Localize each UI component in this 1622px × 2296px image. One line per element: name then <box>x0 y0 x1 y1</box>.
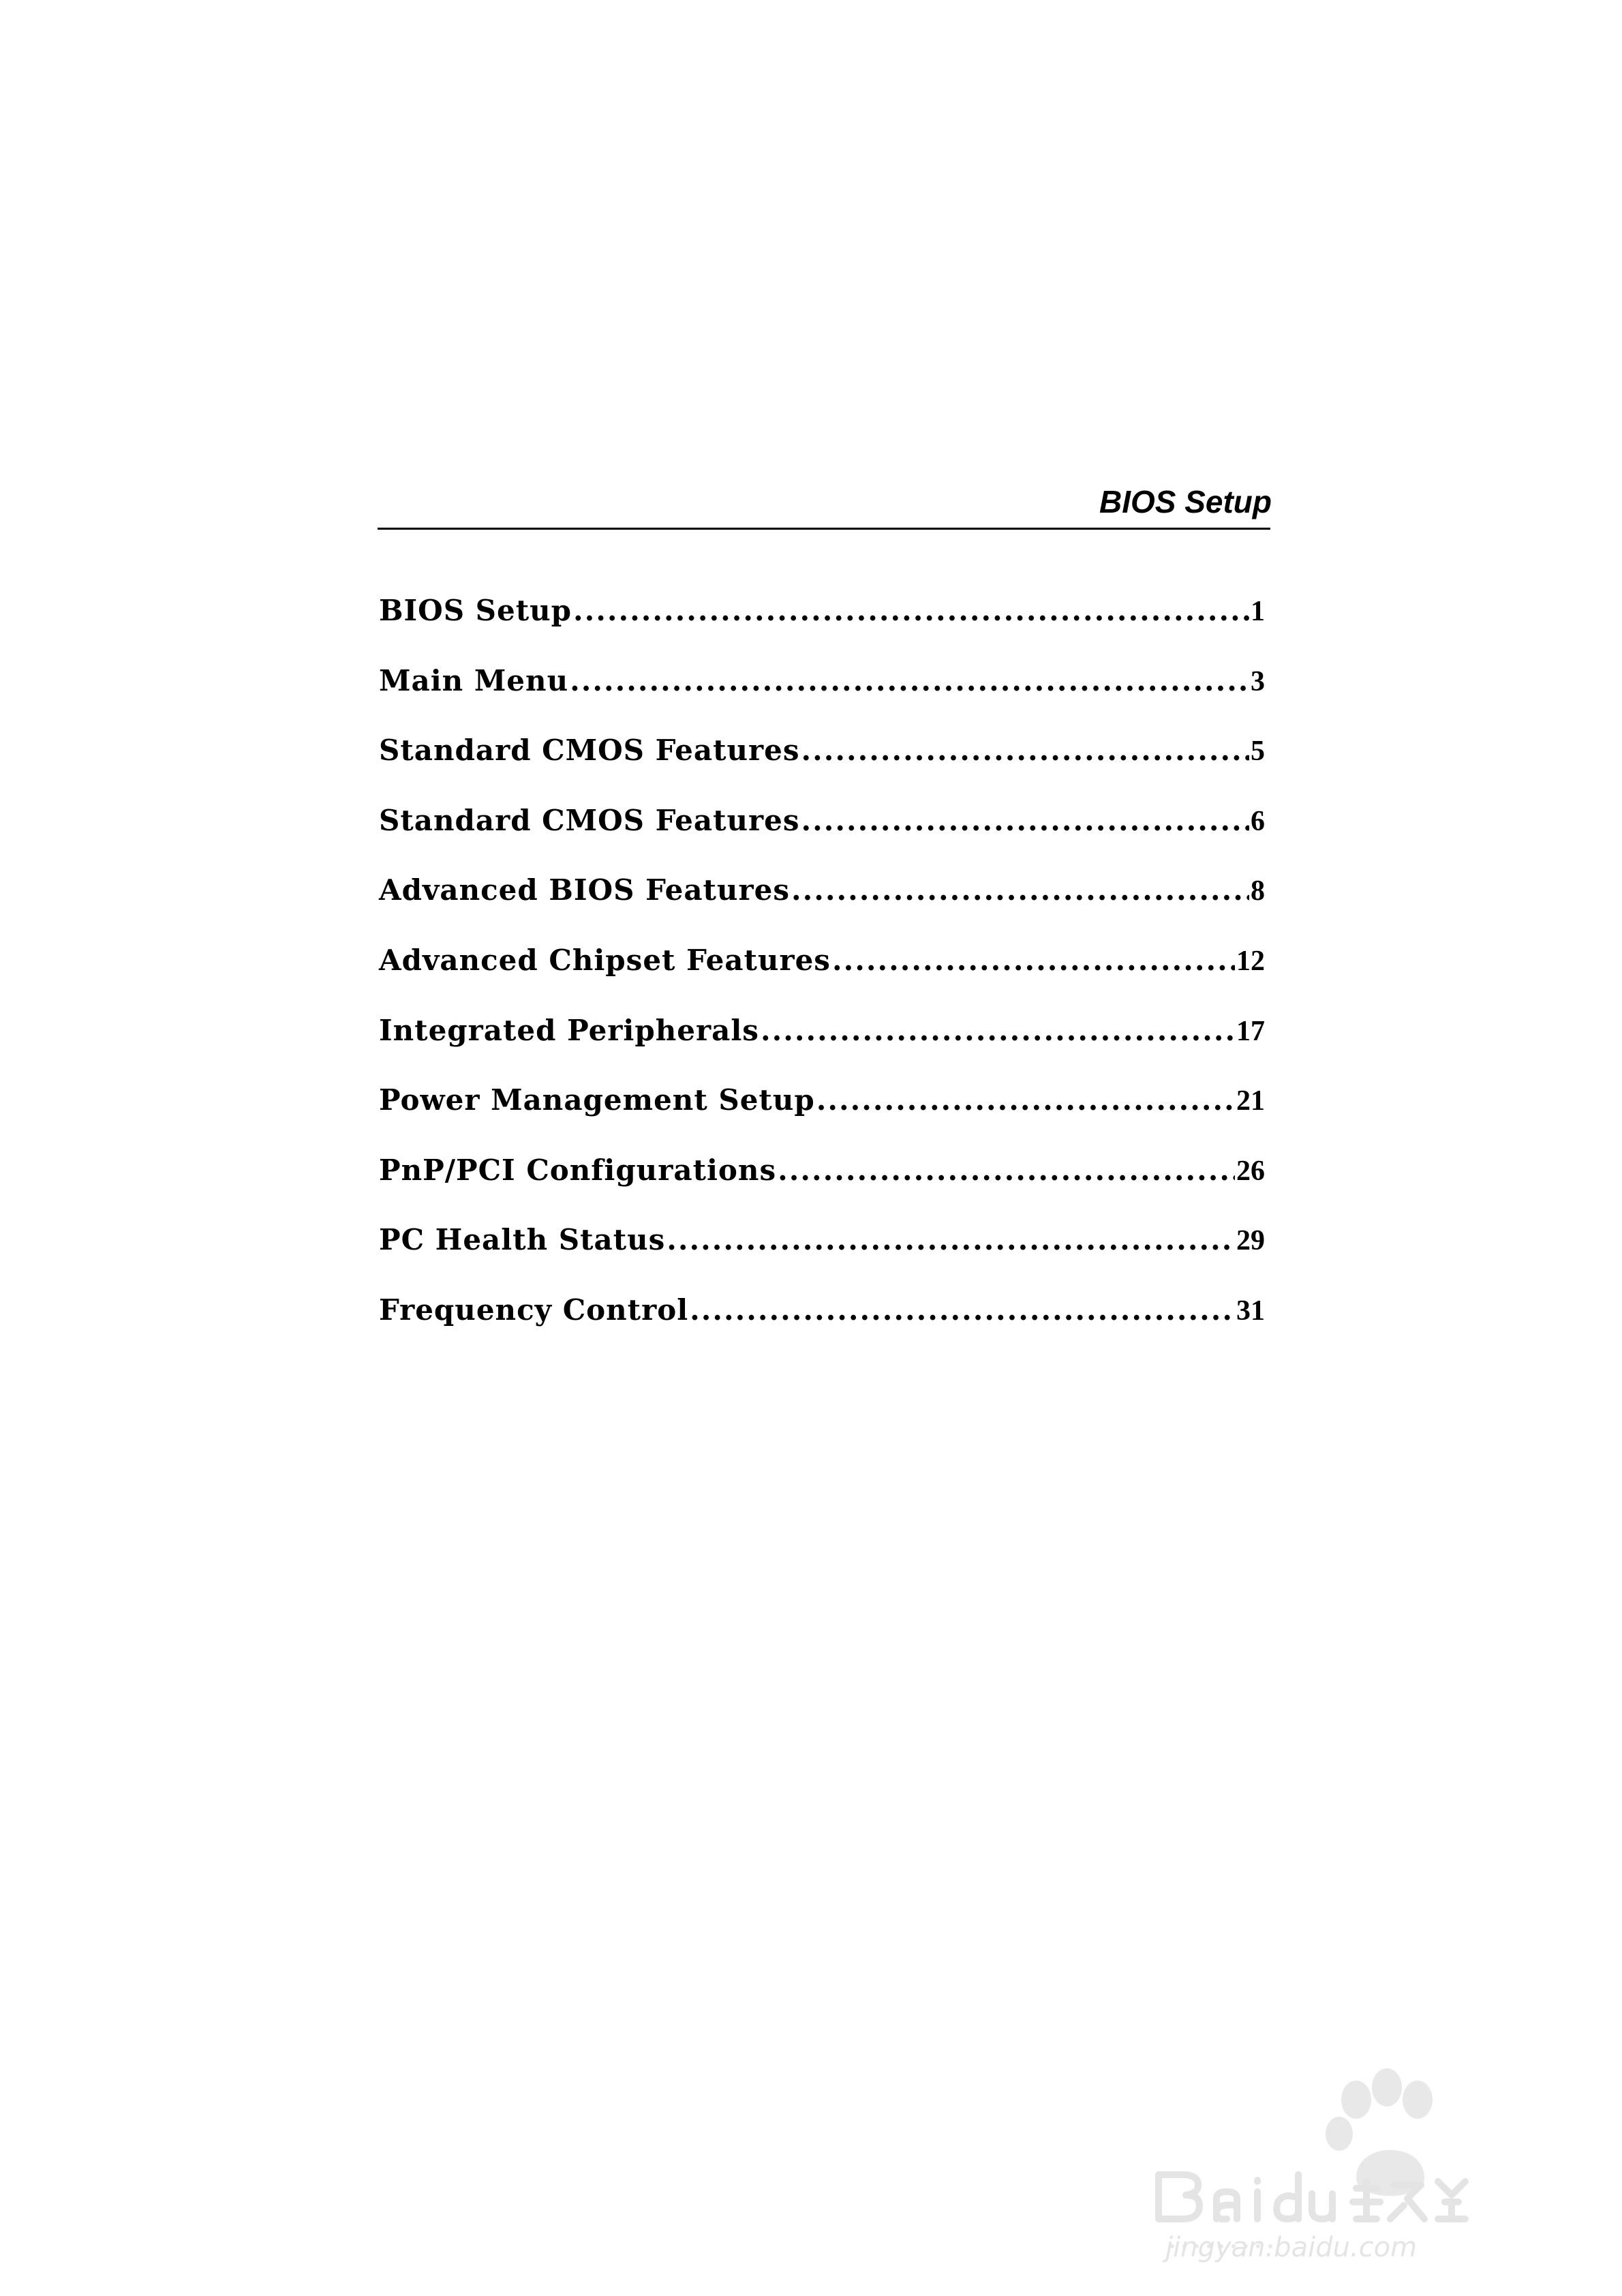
toc-dot-leader <box>667 1221 1235 1259</box>
watermark-url: jingyan.baidu.com <box>1165 2232 1418 2263</box>
toc-entry-title: Advanced BIOS Features <box>379 873 790 907</box>
toc-entry[interactable] <box>379 731 1265 802</box>
page-header-title: BIOS Setup <box>1099 484 1272 519</box>
table-of-contents <box>379 592 1265 1361</box>
toc-entry-title: Standard CMOS Features <box>379 734 800 768</box>
toc-dot-leader <box>791 871 1249 909</box>
toc-entry-title: Power Management Setup <box>379 1083 815 1117</box>
toc-dot-leader <box>573 592 1249 630</box>
toc-entry[interactable] <box>379 871 1265 941</box>
toc-dot-leader <box>778 1151 1235 1190</box>
toc-dot-leader <box>801 731 1249 770</box>
toc-entry-title: Frequency Control <box>379 1293 689 1327</box>
toc-entry[interactable] <box>379 1151 1265 1222</box>
header-rule <box>378 528 1270 530</box>
toc-entry-title: BIOS Setup <box>379 594 572 627</box>
toc-dot-leader <box>801 802 1249 840</box>
toc-dot-leader <box>816 1081 1235 1119</box>
toc-entry-page: 6 <box>1251 805 1265 837</box>
toc-entry[interactable] <box>379 941 1265 1012</box>
toc-entry-title: PC Health Status <box>379 1223 666 1257</box>
toc-entry-title: Integrated Peripherals <box>379 1013 759 1047</box>
toc-entry[interactable] <box>379 802 1265 872</box>
toc-entry-title: PnP/PCI Configurations <box>379 1153 777 1187</box>
toc-entry[interactable] <box>379 1221 1265 1291</box>
paw-icon <box>1326 2068 1433 2196</box>
toc-dot-leader <box>761 1012 1235 1050</box>
toc-dot-leader <box>570 662 1249 700</box>
toc-entry-title: Standard CMOS Features <box>379 803 800 837</box>
toc-entry-page: 3 <box>1251 665 1265 697</box>
toc-entry[interactable] <box>379 592 1265 662</box>
toc-entry-page: 21 <box>1236 1085 1265 1117</box>
toc-entry-title: Advanced Chipset Features <box>379 943 831 977</box>
toc-dot-leader <box>690 1291 1235 1329</box>
toc-dot-leader <box>832 941 1235 980</box>
toc-entry[interactable] <box>379 1291 1265 1361</box>
toc-entry-page: 17 <box>1236 1015 1265 1047</box>
toc-entry-page: 26 <box>1236 1155 1265 1187</box>
baidu-jingyan-watermark <box>1152 2059 1547 2263</box>
toc-entry-page: 8 <box>1251 875 1265 907</box>
toc-entry-page: 1 <box>1251 596 1265 627</box>
toc-entry-page: 31 <box>1236 1295 1265 1327</box>
toc-entry-title: Main Menu <box>379 663 569 697</box>
toc-entry-page: 29 <box>1236 1225 1265 1257</box>
toc-entry[interactable] <box>379 1012 1265 1082</box>
toc-entry-page: 12 <box>1236 945 1265 977</box>
toc-entry-page: 5 <box>1251 736 1265 768</box>
toc-entry[interactable] <box>379 1081 1265 1151</box>
toc-entry[interactable] <box>379 662 1265 732</box>
